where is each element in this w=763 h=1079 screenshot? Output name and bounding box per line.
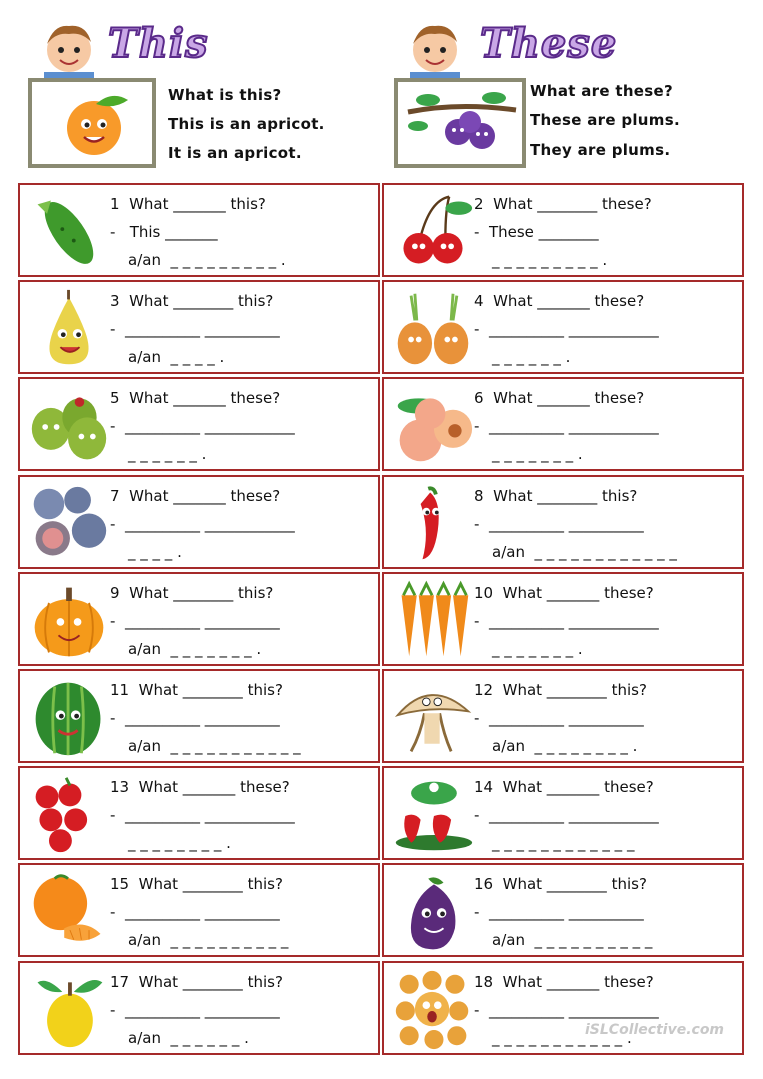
exercise-card-17 xyxy=(18,961,380,1055)
exercise-card-2 xyxy=(382,183,744,277)
mushroom-icon xyxy=(390,677,476,759)
card-3-line-1: 3 What ________ this? xyxy=(110,292,274,311)
card-4-line-3: _ _ _ _ _ _ . xyxy=(492,348,571,367)
quince-icon xyxy=(26,969,112,1051)
card-2-line-2: - These ________ xyxy=(474,223,599,241)
card-18-line-2: - __________ ____________ xyxy=(474,1000,659,1019)
cucumber-icon xyxy=(26,191,112,273)
apricot-icon xyxy=(32,82,152,164)
card-12-line-2: - __________ __________ xyxy=(474,709,644,727)
card-15-line-1: 15 What ________ this? xyxy=(110,875,283,894)
card-10-line-3: _ _ _ _ _ _ _ . xyxy=(492,639,583,658)
hazelnuts-icon xyxy=(390,969,476,1051)
card-16-line-3: a/an _ _ _ _ _ _ _ _ _ _ xyxy=(492,931,653,950)
card-17-line-1: 17 What ________ this? xyxy=(110,972,283,991)
plums-frame xyxy=(394,78,526,168)
header-this-line-2: This is an apricot. xyxy=(168,115,325,133)
card-8-line-1: 8 What ________ this? xyxy=(474,486,638,505)
card-13-line-2: - __________ ____________ xyxy=(110,806,295,825)
pear-icon xyxy=(26,288,112,370)
header-this-line-1: What is this? xyxy=(168,86,282,104)
card-10-line-1: 10 What _______ these? xyxy=(474,583,654,602)
card-9-line-2: - __________ __________ xyxy=(110,611,280,630)
card-17-line-3: a/an _ _ _ _ _ _ . xyxy=(128,1028,249,1047)
eggplant-icon xyxy=(390,871,476,953)
card-15-line-3: a/an _ _ _ _ _ _ _ _ _ _ xyxy=(128,931,289,950)
card-15-line-2: - __________ __________ xyxy=(110,903,280,922)
exercise-card-3 xyxy=(18,280,380,374)
card-16-line-1: 16 What ________ this? xyxy=(474,875,647,894)
olives-icon xyxy=(26,385,112,467)
carrots-icon xyxy=(390,580,476,662)
orange-icon xyxy=(26,871,112,953)
card-11-line-2: - __________ __________ xyxy=(110,709,280,727)
card-16-line-2: - __________ __________ xyxy=(474,903,644,922)
card-6-line-3: _ _ _ _ _ _ _ . xyxy=(492,445,583,464)
watermelon-icon xyxy=(26,677,112,759)
card-2-line-3: _ _ _ _ _ _ _ _ _ . xyxy=(492,251,608,269)
exercise-card-18 xyxy=(382,961,744,1055)
card-6-line-2: - __________ ____________ xyxy=(474,417,659,436)
card-4-line-2: - __________ ____________ xyxy=(474,320,659,339)
card-8-line-2: - __________ __________ xyxy=(474,514,644,533)
exercise-card-10 xyxy=(382,572,744,666)
card-1-line-2: - This _______ xyxy=(110,223,218,241)
card-14-line-3: _ _ _ _ _ _ _ _ _ _ _ _ xyxy=(492,834,635,853)
onions-icon xyxy=(390,288,476,370)
card-12-line-1: 12 What ________ this? xyxy=(474,681,647,699)
card-14-line-2: - __________ ____________ xyxy=(474,806,659,825)
card-1-line-1: 1 What _______ this? xyxy=(110,195,266,213)
exercise-card-12 xyxy=(382,669,744,763)
card-7-line-1: 7 What _______ these? xyxy=(110,486,281,505)
exercise-card-5 xyxy=(18,377,380,471)
exercise-card-1 xyxy=(18,183,380,277)
tomatoes-icon xyxy=(26,774,112,856)
card-3-line-2: - __________ __________ xyxy=(110,320,280,339)
card-18-line-3: _ _ _ _ _ _ _ _ _ _ _ . xyxy=(492,1028,632,1047)
card-2-line-1: 2 What ________ these? xyxy=(474,195,652,213)
title-these: These xyxy=(480,20,618,67)
card-8-line-3: a/an _ _ _ _ _ _ _ _ _ _ _ _ xyxy=(492,542,677,561)
card-10-line-2: - __________ ____________ xyxy=(474,611,659,630)
strawberries-icon xyxy=(390,774,476,856)
card-17-line-2: - __________ __________ xyxy=(110,1000,280,1019)
header-this xyxy=(0,0,380,178)
apricot-frame xyxy=(28,78,156,168)
exercise-card-14 xyxy=(382,766,744,860)
card-1-line-3: a/an _ _ _ _ _ _ _ _ _ . xyxy=(128,251,286,269)
card-7-line-3: _ _ _ _ . xyxy=(128,542,182,561)
exercise-card-11 xyxy=(18,669,380,763)
exercise-card-7 xyxy=(18,475,380,569)
card-7-line-2: - __________ ____________ xyxy=(110,514,295,533)
card-6-line-1: 6 What _______ these? xyxy=(474,389,645,408)
peaches-icon xyxy=(390,385,476,467)
card-9-line-1: 9 What ________ this? xyxy=(110,583,274,602)
header-this-line-3: It is an apricot. xyxy=(168,144,302,162)
card-11-line-1: 11 What ________ this? xyxy=(110,681,283,699)
card-11-line-3: a/an _ _ _ _ _ _ _ _ _ _ _ xyxy=(128,737,301,755)
header-these-line-1: What are these? xyxy=(530,82,673,100)
card-12-line-3: a/an _ _ _ _ _ _ _ _ . xyxy=(492,737,638,755)
card-18-line-1: 18 What _______ these? xyxy=(474,972,654,991)
card-13-line-3: _ _ _ _ _ _ _ _ . xyxy=(128,834,231,853)
exercise-card-6 xyxy=(382,377,744,471)
card-13-line-1: 13 What _______ these? xyxy=(110,778,290,797)
cherries-icon xyxy=(390,191,476,273)
header-these-line-3: They are plums. xyxy=(530,141,671,159)
card-5-line-2: - __________ ____________ xyxy=(110,417,295,436)
card-5-line-1: 5 What _______ these? xyxy=(110,389,281,408)
card-14-line-1: 14 What _______ these? xyxy=(474,778,654,797)
exercise-card-8 xyxy=(382,475,744,569)
exercise-card-16 xyxy=(382,863,744,957)
pumpkin-icon xyxy=(26,580,112,662)
card-5-line-3: _ _ _ _ _ _ . xyxy=(128,445,207,464)
card-3-line-3: a/an _ _ _ _ . xyxy=(128,348,225,367)
plums-icon xyxy=(398,82,522,164)
title-this: This xyxy=(108,20,209,67)
header-these-line-2: These are plums. xyxy=(530,111,680,129)
exercise-card-13 xyxy=(18,766,380,860)
header-these xyxy=(382,0,763,178)
figs-icon xyxy=(26,483,112,565)
exercise-card-15 xyxy=(18,863,380,957)
chili-pepper-icon xyxy=(390,483,476,565)
watermark: iSLCollective.com xyxy=(585,1022,725,1038)
exercise-card-4 xyxy=(382,280,744,374)
card-4-line-1: 4 What _______ these? xyxy=(474,292,645,311)
card-9-line-3: a/an _ _ _ _ _ _ _ . xyxy=(128,639,262,658)
exercise-card-9 xyxy=(18,572,380,666)
